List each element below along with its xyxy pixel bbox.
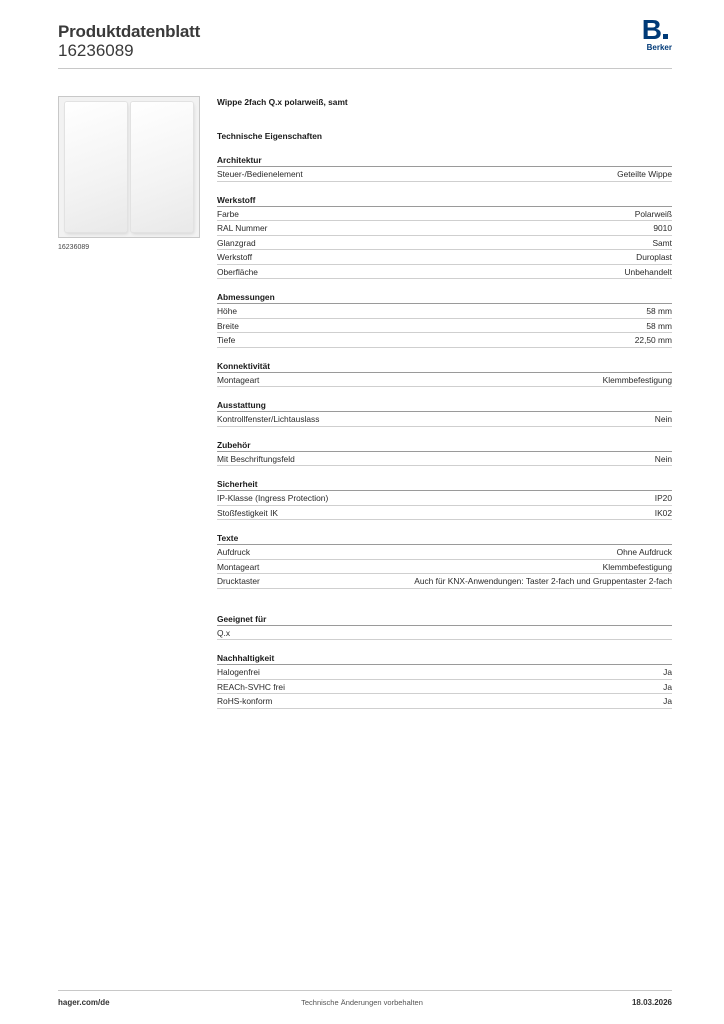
product-specs [217,96,672,709]
spec-label: Glanzgrad [217,237,256,248]
document-title: Produktdatenblatt [58,22,201,41]
section-title: Nachhaltigkeit [217,652,672,665]
section-zubehoer [217,439,672,467]
spec-value: 22,50 mm [634,335,672,345]
section-title: Ausstattung [217,399,672,412]
spec-label: Aufdruck [217,547,251,557]
spec-row [217,250,672,265]
spec-row [217,680,672,695]
section-ausstattung [217,399,672,427]
spec-label: Werkstoff [217,252,253,262]
spec-value: Ja [663,667,672,677]
section-title: Werkstoff [217,194,672,207]
spec-value: 58 mm [646,320,672,331]
spec-row [217,626,672,641]
spec-row [217,373,672,388]
section-texte [217,532,672,589]
logo-mark: B [641,14,662,45]
spec-value: Duroplast [636,252,672,262]
header-divider [58,68,672,69]
spec-value: Auch für KNX-Anwendungen: Taster 2-fach und Gruppentaster 2-fach [414,576,672,586]
section-title: Konnektivität [217,360,672,373]
logo-text: Berker [646,43,672,52]
spec-row [217,167,672,182]
spec-row [217,694,672,709]
document-number: 16236089 [58,41,134,60]
section-abmessungen [217,291,672,348]
spec-value: Klemmbefestigung [602,561,672,572]
section-sicherheit [217,478,672,520]
section-title: Texte [217,532,672,545]
spec-label: Mit Beschriftungsfeld [217,453,295,464]
section-nachhaltigkeit [217,652,672,709]
page-header [58,14,672,68]
spec-row [217,506,672,521]
image-caption: 16236089 [58,244,90,251]
spec-value: Samt [652,237,672,248]
section-title: Geeignet für [217,613,672,626]
spec-value: Ja [663,681,672,692]
spec-row [217,665,672,680]
section-title: Abmessungen [217,291,672,304]
section-geeignet [217,613,672,641]
spec-value: Geteilte Wippe [617,169,672,179]
section-title: Architektur [217,154,672,167]
product-name: Wippe 2fach Q.x polarweiß, samt [217,97,348,107]
spec-label: Farbe [217,208,239,219]
logo-dot [663,34,668,39]
spec-label: Montageart [217,561,260,572]
spec-value: 58 mm [646,306,672,316]
spec-row [217,545,672,560]
spec-row [217,221,672,236]
spec-row [217,560,672,575]
spec-label: IP-Klasse (Ingress Protection) [217,493,329,503]
rocker-right [131,102,193,232]
spec-value: Nein [654,414,672,424]
product-image [58,96,200,238]
spec-row [217,491,672,506]
spec-label: Stoßfestigkeit IK [217,507,278,518]
spec-label: Höhe [217,306,238,316]
footer-website: hager.com/de [58,998,110,1007]
spec-row [217,452,672,467]
section-title: Zubehör [217,439,672,452]
spec-value: Ja [663,696,672,706]
spec-row [217,574,672,589]
spec-label: Kontrollfenster/Lichtauslass [217,414,320,424]
spec-row [217,333,672,348]
spec-label: Montageart [217,374,260,385]
spec-row [217,236,672,251]
spec-label: REACh-SVHC frei [217,681,285,692]
footer-divider [58,990,672,991]
spec-row [217,207,672,222]
footer-disclaimer: Technische Änderungen vorbehalten [301,998,423,1007]
berker-logo [638,16,672,56]
spec-label: Breite [217,320,239,331]
spec-label: Steuer-/Bedienelement [217,169,303,179]
spec-label: RoHS-konform [217,696,273,706]
spec-sections [217,154,672,709]
spec-value: IK02 [654,507,672,518]
spec-row [217,265,672,280]
section-title: Sicherheit [217,478,672,491]
spec-label: Q.x [217,627,231,638]
section-konnektivitaet [217,360,672,388]
spec-label: Drucktaster [217,576,260,586]
spec-value: Nein [654,453,672,464]
spec-label: Oberfläche [217,266,258,277]
section-werkstoff [217,194,672,280]
spec-value: Polarweiß [634,208,672,219]
spec-label: RAL Nummer [217,223,268,233]
spec-row [217,412,672,427]
spec-value: Unbehandelt [624,266,672,277]
spec-label: Tiefe [217,335,236,345]
tech-heading: Technische Eigenschaften [217,131,323,141]
spec-value: Klemmbefestigung [602,374,672,385]
spec-value: 9010 [653,223,672,233]
spec-value: Ohne Aufdruck [616,547,672,557]
spec-row [217,319,672,334]
spec-label: Halogenfrei [217,667,260,677]
spec-value: IP20 [654,493,672,503]
footer-date: 18.03.2026 [631,998,672,1007]
spec-row [217,304,672,319]
rocker-left [65,102,127,232]
section-architektur [217,154,672,182]
